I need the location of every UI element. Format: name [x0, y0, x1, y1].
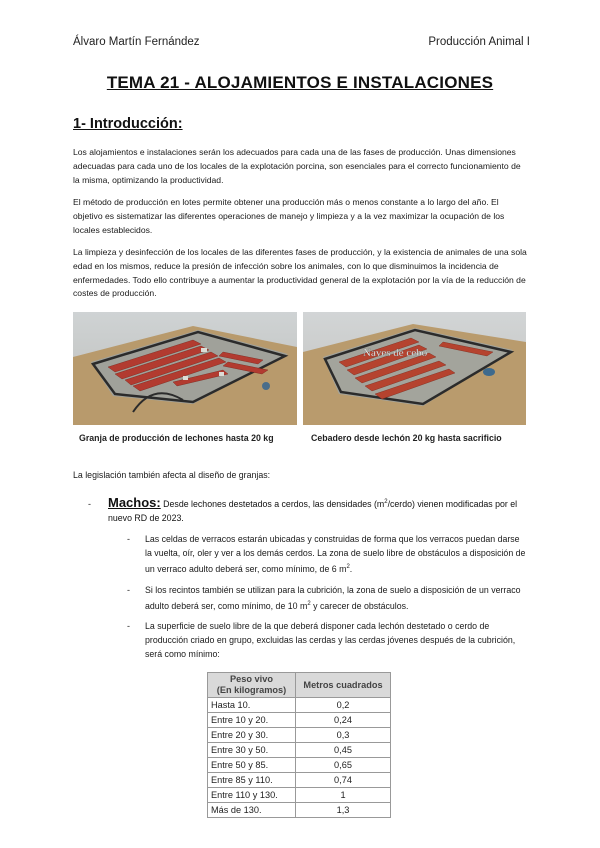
paragraph-2: El método de producción en lotes permite obtener una producción más o menos constante a lo largo del año. El objetivo es sistematizar las diferentes operaciones de manejo y limpieza y a la vez maximizar la ocupación de los locales establecidos.: [73, 197, 505, 235]
table-row: [208, 803, 391, 818]
table-row: [208, 728, 391, 743]
weight-cell: Entre 50 y 85.: [208, 758, 296, 773]
section-heading: 1- Introducción:: [73, 116, 183, 132]
table-row: [208, 698, 391, 713]
table-header-area: Metros cuadrados: [296, 673, 391, 698]
bullet-dash: -: [127, 585, 130, 595]
weight-cell: Entre 20 y 30.: [208, 728, 296, 743]
figure-caption-1: Granja de producción de lechones hasta 20 kg: [79, 433, 274, 443]
subitem-3: [145, 619, 528, 661]
area-cell: 1,3: [296, 803, 391, 818]
paragraph-1: Los alojamientos e instalaciones serán los adecuados para cada una de las fases de producción. Unas dimensiones adecuadas para cada uno de los locales de la explotación porcina, son esenciales para el correcto funcionamiento de la misma, optimizando la productividad.: [73, 147, 521, 185]
superscript: 2: [384, 499, 388, 505]
area-cell: 0,65: [296, 758, 391, 773]
farm-piglet-production-image: [73, 312, 297, 425]
header-text: Peso vivo: [230, 674, 273, 684]
area-cell: 1: [296, 788, 391, 803]
area-cell: 0,2: [296, 698, 391, 713]
table-row: [208, 773, 391, 788]
paragraph-3: La limpieza y desinfección de los locales de las diferentes fases de producción, y la existencia de animales de una sola edad en los mismos, reduce la presión de infección sobre los animales, con lo que disminuimos la incidencia de enfermedades. Todo ello contribuye a aumentar la productividad general de la explotación por la vía de la reducción de costes de producción.: [73, 247, 527, 299]
area-cell: 0,3: [296, 728, 391, 743]
legislation-intro: La legislación también afecta al diseño de granjas:: [73, 470, 271, 480]
weight-cell: Entre 110 y 130.: [208, 788, 296, 803]
weight-cell: Entre 10 y 20.: [208, 713, 296, 728]
subitem-tail: y carecer de obstáculos.: [310, 600, 409, 611]
subitem-2: [145, 583, 528, 613]
header-author: Álvaro Martín Fernández: [73, 36, 200, 48]
table-row: [208, 713, 391, 728]
machos-text: Desde lechones destetados a cerdos, las densidades (m: [160, 498, 385, 509]
table-row: [208, 788, 391, 803]
subitem-text: Las celdas de verracos estarán ubicadas y construidas de forma que los verracos puedan darse la vuelta, oír, oler y ver a los demás cerdos. La zona de suelo libre de obstáculos a disposición de un verraco adulto deberá ser, como mínimo, de 6 m: [145, 534, 526, 574]
machos-item: [108, 495, 528, 526]
machos-text-end: /cerdo) vienen modificadas por el nuevo RD de 2023.: [108, 498, 518, 524]
subitem-1: [145, 532, 528, 576]
page-title: TEMA 21 - ALOJAMIENTOS E INSTALACIONES: [106, 73, 494, 92]
weight-cell: Hasta 10.: [208, 698, 296, 713]
table-header-weight: [208, 673, 296, 698]
subitem-tail: .: [349, 563, 353, 574]
area-cell: 0,74: [296, 773, 391, 788]
table-row: [208, 743, 391, 758]
weight-cell: Entre 30 y 50.: [208, 743, 296, 758]
machos-label: Machos:: [108, 494, 161, 510]
bullet-dash: -: [88, 499, 91, 509]
area-cell: 0,24: [296, 713, 391, 728]
subitem-text: Si los recintos también se utilizan para la cubrición, la zona de suelo a disposición de un verraco adulto deberá ser, como mínimo, de 10 m: [145, 585, 521, 611]
table-header-row: [208, 673, 391, 698]
bullet-dash: -: [127, 621, 130, 631]
table-row: [208, 758, 391, 773]
superscript: 2: [346, 564, 350, 570]
farm-fattening-image: [303, 312, 526, 425]
superscript: 2: [307, 601, 311, 607]
header-course: Producción Animal I: [428, 36, 530, 48]
figure-overlay-label: Naves de cebo: [363, 347, 428, 359]
weight-cell: Entre 85 y 110.: [208, 773, 296, 788]
weight-cell: Más de 130.: [208, 803, 296, 818]
figure-caption-2: Cebadero desde lechón 20 kg hasta sacrificio: [311, 433, 502, 443]
density-table: [207, 672, 391, 818]
subitem-text: La superficie de suelo libre de la que deberá disponer cada lechón destetado o cerdo de producción criado en grupo, excluidas las cerdas y las cerdas jóvenes después de la cubrición, será como mínimo:: [145, 621, 516, 659]
area-cell: 0,45: [296, 743, 391, 758]
header-text: (En kilogramos): [216, 685, 287, 695]
bullet-dash: -: [127, 534, 130, 544]
